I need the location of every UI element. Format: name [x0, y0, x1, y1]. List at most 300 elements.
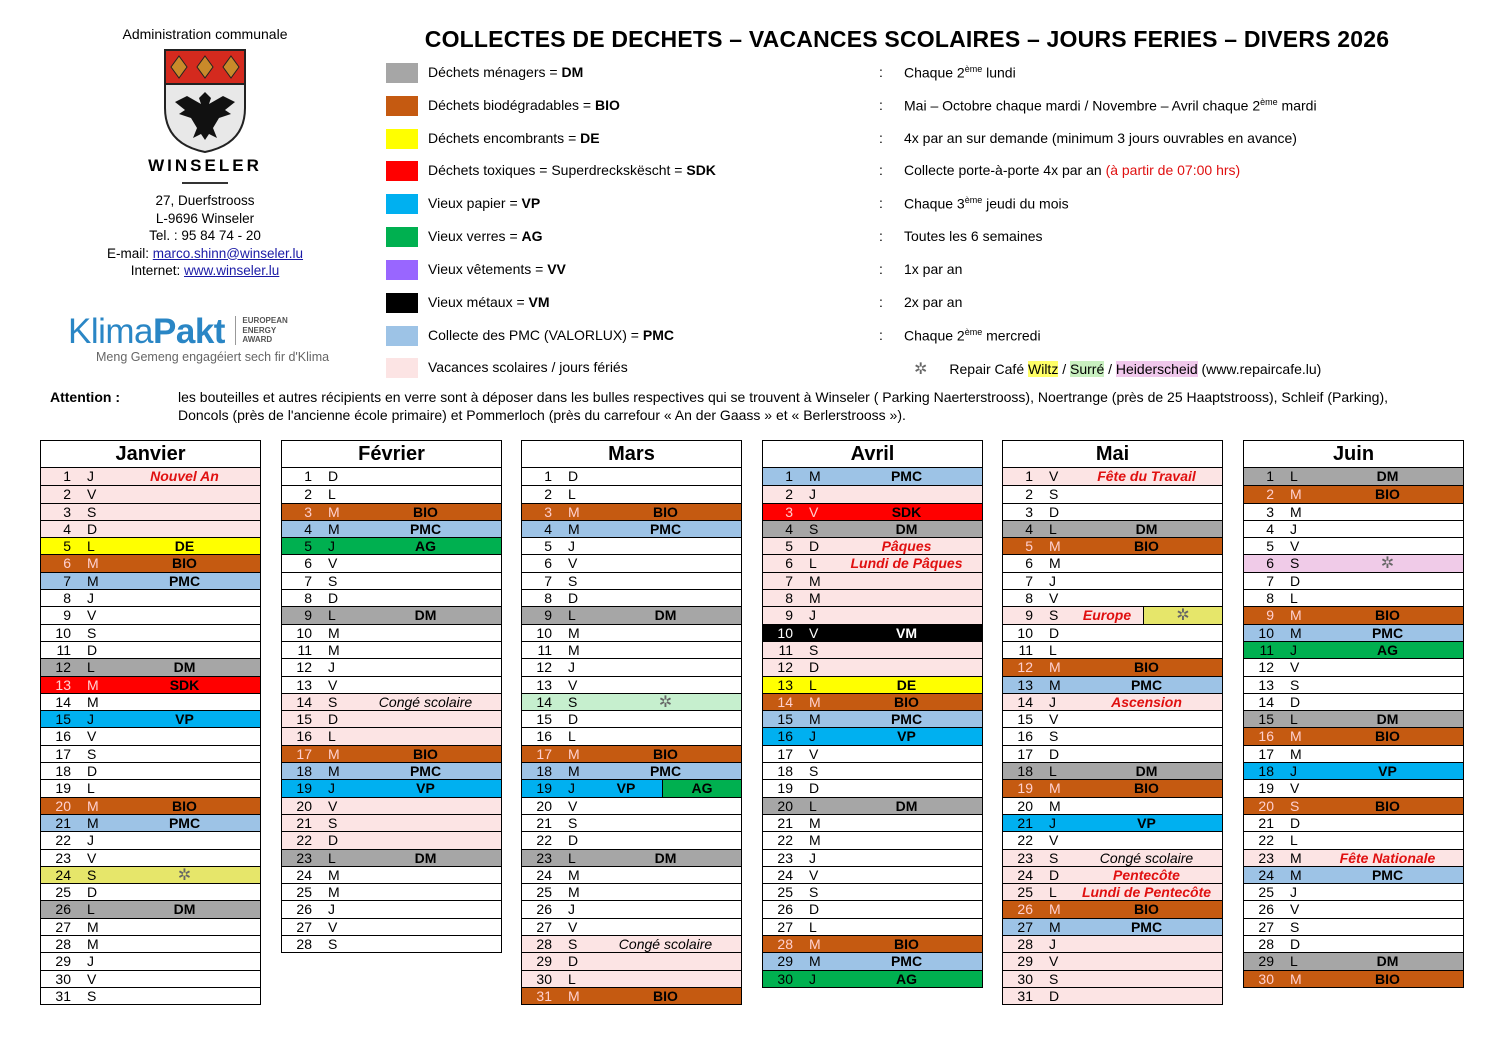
- day-number: 6: [304, 555, 312, 572]
- day-row: [522, 658, 741, 675]
- day-number: 29: [55, 953, 71, 970]
- day-number: 25: [55, 884, 71, 901]
- event-label: PMC: [1371, 624, 1404, 641]
- day-row: [282, 606, 501, 623]
- day-row: [282, 710, 501, 727]
- day-number: 12: [1258, 659, 1274, 676]
- day-row: [522, 797, 741, 814]
- weekday: V: [568, 676, 578, 693]
- weekday: J: [568, 659, 575, 676]
- day-number: 11: [537, 641, 552, 658]
- weekday: L: [809, 918, 817, 935]
- weekday: J: [809, 849, 816, 866]
- day-number: 27: [777, 918, 793, 935]
- weekday: L: [809, 797, 817, 814]
- day-row: [1003, 866, 1222, 883]
- day-row: [1244, 762, 1463, 779]
- weekday: M: [568, 884, 580, 901]
- day-row: [41, 520, 260, 537]
- day-row: [763, 520, 982, 537]
- event-label: BIO: [1375, 607, 1400, 624]
- day-row: [1244, 693, 1463, 710]
- day-number: 4: [785, 520, 793, 537]
- day-row: [1003, 589, 1222, 606]
- weekday: J: [87, 832, 94, 849]
- weekday: D: [1049, 624, 1060, 641]
- weekday: D: [1290, 814, 1301, 831]
- day-row: [1244, 935, 1463, 952]
- day-number: 18: [1258, 763, 1274, 780]
- weekday: L: [1290, 711, 1298, 728]
- weekday: M: [568, 763, 580, 780]
- legend-swatch: [386, 96, 418, 116]
- legend-label: [428, 327, 674, 343]
- day-row: [1003, 606, 1222, 623]
- event-label: DM: [1376, 953, 1399, 970]
- event-label: PMC: [1371, 866, 1404, 883]
- day-row: [1003, 883, 1222, 900]
- day-row: [1244, 745, 1463, 762]
- event-label: BIO: [653, 987, 678, 1004]
- weekday: M: [328, 884, 340, 901]
- event-label: BIO: [172, 555, 197, 572]
- day-row: [41, 883, 260, 900]
- day-number: 2: [63, 486, 71, 503]
- day-number: 22: [1258, 832, 1274, 849]
- day-number: 24: [296, 866, 312, 883]
- event-label: VP: [616, 780, 636, 797]
- day-number: 27: [536, 918, 552, 935]
- weekday: M: [1290, 486, 1302, 503]
- day-row: [1003, 831, 1222, 848]
- day-number: 2: [1025, 486, 1033, 503]
- day-number: 4: [1025, 520, 1033, 537]
- weekday: L: [1049, 520, 1057, 537]
- day-row: [1003, 676, 1222, 693]
- legend-label: [428, 130, 600, 146]
- weekday: L: [87, 538, 95, 555]
- award-line: AWARD: [242, 335, 273, 344]
- day-number: 23: [296, 849, 312, 866]
- weekday: M: [328, 763, 340, 780]
- weekday: M: [328, 624, 340, 641]
- day-number: 25: [536, 884, 552, 901]
- legend-row: [386, 357, 1466, 379]
- day-number: 11: [1259, 641, 1274, 658]
- weekday: L: [328, 486, 336, 503]
- day-row: [41, 762, 260, 779]
- day-number: 1: [304, 468, 312, 484]
- day-row: [522, 606, 741, 623]
- day-row: [522, 849, 741, 866]
- weekday: L: [328, 849, 336, 866]
- day-number: 25: [777, 884, 793, 901]
- day-row: [1244, 710, 1463, 727]
- day-row: [1244, 970, 1463, 987]
- day-number: 11: [1018, 641, 1033, 658]
- weekday: M: [1290, 866, 1302, 883]
- day-row: [41, 849, 260, 866]
- day-row: [1003, 918, 1222, 935]
- day-row: [41, 900, 260, 917]
- weekday: J: [809, 728, 816, 745]
- weekday: M: [809, 468, 821, 484]
- attention-label: Attention :: [50, 389, 120, 405]
- day-number: 24: [536, 866, 552, 883]
- day-number: 8: [544, 590, 552, 607]
- legend-desc: 4x par an sur demande (minimum 3 jours ouvrables en avance): [904, 130, 1297, 146]
- day-row: [282, 520, 501, 537]
- day-number: 16: [777, 728, 793, 745]
- day-row: [41, 918, 260, 935]
- day-number: 27: [1258, 918, 1274, 935]
- day-row: [1244, 537, 1463, 554]
- day-row: [41, 831, 260, 848]
- day-row: [522, 693, 741, 710]
- weekday: V: [1049, 832, 1059, 849]
- repair-cafe-icon: ✲: [658, 693, 673, 711]
- day-row: [522, 918, 741, 935]
- weekday: J: [87, 468, 94, 484]
- day-number: 10: [1017, 624, 1033, 641]
- address-line: L-9696 Winseler: [155, 210, 255, 226]
- day-row: [1003, 485, 1222, 502]
- school-holiday-label: Congé scolaire: [618, 936, 713, 953]
- event-label: BIO: [1375, 797, 1400, 814]
- day-number: 24: [55, 866, 71, 883]
- weekday: J: [328, 780, 335, 797]
- weekday: S: [328, 936, 338, 953]
- weekday: V: [809, 866, 819, 883]
- day-number: 26: [536, 901, 552, 918]
- event-label: DM: [654, 607, 677, 624]
- day-row: [41, 797, 260, 814]
- legend-code: PMC: [642, 327, 674, 343]
- day-row: [763, 589, 982, 606]
- legend-colon: :: [879, 195, 883, 211]
- day-row: [282, 866, 501, 883]
- weekday: L: [1290, 953, 1298, 970]
- event-label: DM: [414, 607, 437, 624]
- event-label: BIO: [1134, 659, 1159, 676]
- day-number: 10: [296, 624, 312, 641]
- day-row: [41, 468, 260, 485]
- weekday: L: [328, 728, 336, 745]
- day-number: 21: [296, 814, 312, 831]
- day-number: 26: [55, 901, 71, 918]
- weekday: S: [568, 572, 578, 589]
- event-label: PMC: [409, 520, 442, 537]
- weekday: J: [87, 953, 94, 970]
- weekday: J: [1049, 572, 1056, 589]
- event-label: SDK: [169, 676, 200, 693]
- repair-cafe-icon: ✲: [1143, 607, 1222, 623]
- award-line: ENERGY: [242, 325, 277, 335]
- day-number: 3: [1025, 503, 1033, 520]
- legend-desc: Chaque 3ème jeudi du mois: [904, 195, 1069, 212]
- day-number: 31: [1017, 987, 1033, 1004]
- day-number: 9: [544, 607, 552, 624]
- day-number: 16: [536, 728, 552, 745]
- day-number: 24: [1258, 866, 1274, 883]
- legend-colon: :: [879, 228, 883, 244]
- event-label: DE: [896, 676, 917, 693]
- day-number: 10: [1258, 624, 1274, 641]
- day-number: 17: [296, 745, 312, 762]
- day-number: 17: [1258, 745, 1274, 762]
- day-number: 18: [777, 763, 793, 780]
- event-label: VP: [1137, 814, 1156, 831]
- holiday-label: Fête Nationale: [1339, 849, 1436, 866]
- day-number: 14: [1017, 693, 1033, 710]
- day-number: 17: [1017, 745, 1033, 762]
- day-number: 4: [304, 520, 312, 537]
- day-row: [41, 676, 260, 693]
- day-number: 13: [536, 676, 552, 693]
- day-number: 15: [536, 711, 552, 728]
- phone-line: Tel. : 95 84 74 - 20: [149, 228, 261, 243]
- day-row: [282, 849, 501, 866]
- weekday: M: [568, 503, 580, 520]
- day-row: [522, 503, 741, 520]
- day-number: 13: [296, 676, 312, 693]
- weekday: V: [87, 728, 97, 745]
- day-number: 8: [304, 590, 312, 607]
- day-row: [282, 935, 501, 952]
- day-number: 26: [296, 901, 312, 918]
- weekday: S: [87, 866, 97, 883]
- weekday: M: [1290, 607, 1302, 624]
- event-label: DM: [1135, 763, 1158, 780]
- day-row: [522, 900, 741, 917]
- day-number: 24: [777, 866, 793, 883]
- weekday: V: [568, 555, 578, 572]
- event-label: PMC: [409, 763, 442, 780]
- weekday: M: [87, 918, 99, 935]
- internet-label: Internet:: [130, 263, 181, 278]
- weekday: M: [328, 520, 340, 537]
- day-row: [1244, 900, 1463, 917]
- day-number: 15: [1017, 711, 1033, 728]
- month-title: Juin: [1243, 440, 1464, 467]
- day-row: [522, 572, 741, 589]
- day-number: 19: [536, 780, 552, 797]
- day-number: 8: [1025, 590, 1033, 607]
- day-number: 23: [1258, 849, 1274, 866]
- day-number: 19: [55, 780, 71, 797]
- weekday: S: [809, 520, 819, 537]
- address-line: 27, Duerfstrooss: [155, 193, 255, 208]
- day-number: 6: [1266, 555, 1274, 572]
- day-number: 24: [1017, 866, 1033, 883]
- day-number: 30: [55, 970, 71, 987]
- weekday: D: [328, 711, 339, 728]
- email-label: E-mail:: [106, 245, 149, 261]
- month-title: Janvier: [40, 440, 261, 467]
- day-row: [522, 485, 741, 502]
- event-label: PMC: [168, 572, 201, 589]
- page-title: COLLECTES DE DECHETS – VACANCES SCOLAIRES – JOURS FERIES – DIVERS 2026: [424, 26, 1390, 52]
- day-number: 1: [544, 468, 552, 484]
- day-row: [282, 658, 501, 675]
- weekday: D: [809, 780, 820, 797]
- day-row: [41, 503, 260, 520]
- event-label: AG: [415, 538, 436, 555]
- day-number: 6: [63, 555, 71, 572]
- day-row: [522, 987, 741, 1004]
- day-number: 10: [536, 624, 552, 641]
- day-number: 18: [55, 763, 71, 780]
- award-line: EUROPEAN: [242, 316, 288, 325]
- day-row: [1003, 641, 1222, 658]
- day-row: [1244, 606, 1463, 623]
- day-row: [522, 641, 741, 658]
- day-row: [763, 745, 982, 762]
- legend-row: [386, 226, 1466, 248]
- day-row: [522, 745, 741, 762]
- day-number: 12: [296, 659, 312, 676]
- day-row: [1003, 624, 1222, 641]
- day-number: 23: [536, 849, 552, 866]
- legend-label-text: Déchets ménagers =: [428, 64, 562, 80]
- event-label: BIO: [413, 503, 438, 520]
- weekday: V: [568, 918, 578, 935]
- month-rows: [281, 467, 502, 953]
- event-label: AG: [896, 970, 917, 987]
- klima-tagline: Meng Gemeng engagéiert sech fir d'Klima: [96, 350, 330, 364]
- email-link[interactable]: marco.shinn@winseler.lu: [152, 245, 304, 261]
- day-number: 14: [777, 693, 793, 710]
- day-number: 30: [777, 970, 793, 987]
- day-number: 20: [1258, 797, 1274, 814]
- website-link[interactable]: www.winseler.lu: [184, 263, 280, 278]
- day-row: [1003, 900, 1222, 917]
- legend-code: VV: [547, 261, 566, 277]
- day-number: 21: [1017, 814, 1033, 831]
- day-number: 4: [63, 520, 71, 537]
- event-label: BIO: [1375, 486, 1400, 503]
- weekday: J: [328, 659, 335, 676]
- legend-colon: :: [879, 327, 883, 343]
- weekday: D: [1290, 936, 1301, 953]
- holiday-label: Ascension: [1111, 693, 1182, 710]
- school-holiday-label: Congé scolaire: [1099, 849, 1194, 866]
- school-holiday-label: Congé scolaire: [378, 693, 473, 710]
- day-row: [522, 589, 741, 606]
- day-row: [763, 814, 982, 831]
- weekday: S: [328, 814, 338, 831]
- day-number: 21: [1258, 814, 1274, 831]
- event-label: DM: [1376, 711, 1399, 728]
- weekday: S: [328, 572, 338, 589]
- day-number: 19: [1258, 780, 1274, 797]
- day-number: 6: [544, 555, 552, 572]
- day-row: [41, 537, 260, 554]
- day-number: 21: [55, 814, 71, 831]
- month-rows: [762, 467, 983, 988]
- month-0: [40, 440, 261, 1005]
- weekday: M: [809, 590, 821, 607]
- day-number: 22: [536, 832, 552, 849]
- weekday: M: [328, 866, 340, 883]
- day-row: [1003, 849, 1222, 866]
- legend-colon: :: [879, 162, 883, 178]
- day-row: [763, 485, 982, 502]
- day-number: 3: [63, 503, 71, 520]
- day-row: [763, 831, 982, 848]
- weekday: S: [1049, 486, 1059, 503]
- weekday: J: [328, 538, 335, 555]
- weekday: J: [87, 711, 94, 728]
- weekday: V: [1290, 780, 1300, 797]
- weekday: J: [1290, 763, 1297, 780]
- day-number: 18: [296, 763, 312, 780]
- day-row: [1244, 918, 1463, 935]
- day-number: 4: [544, 520, 552, 537]
- weekday: M: [1049, 918, 1061, 935]
- event-label: AG: [1377, 641, 1398, 658]
- weekday: V: [87, 486, 97, 503]
- legend-swatch: [386, 129, 418, 149]
- day-row: [41, 935, 260, 952]
- weekday: D: [1049, 745, 1060, 762]
- day-number: 9: [785, 607, 793, 624]
- weekday: V: [1049, 711, 1059, 728]
- weekday: D: [328, 468, 339, 484]
- weekday: M: [328, 641, 340, 658]
- holiday-label: Lundi de Pâques: [850, 555, 963, 572]
- legend-row: [386, 160, 1466, 182]
- weekday: V: [1049, 590, 1059, 607]
- day-row: [763, 676, 982, 693]
- day-number: 5: [1266, 538, 1274, 555]
- day-row: [1003, 935, 1222, 952]
- month-1: [281, 440, 502, 953]
- day-row: [522, 866, 741, 883]
- day-row: [41, 485, 260, 502]
- repair-cafe-note: ✲ Repair Café Wiltz / Surré / Heiderscheid (www.repaircafe.lu): [914, 361, 1322, 378]
- holiday-label: Pâques: [881, 538, 932, 555]
- divider: [182, 182, 228, 184]
- weekday: L: [1290, 832, 1298, 849]
- day-row: [1244, 797, 1463, 814]
- day-number: 8: [1266, 590, 1274, 607]
- event-label: DM: [173, 901, 196, 918]
- day-row: [1244, 866, 1463, 883]
- repair-cafe-icon: ✲: [914, 361, 928, 378]
- day-number: 31: [55, 987, 71, 1004]
- day-row: [41, 658, 260, 675]
- weekday: M: [87, 693, 99, 710]
- weekday: J: [1290, 641, 1297, 658]
- day-row: [763, 572, 982, 589]
- day-number: 6: [785, 555, 793, 572]
- day-row: [1244, 952, 1463, 969]
- legend-row: [386, 128, 1466, 150]
- legend-label-text: Vieux papier =: [428, 195, 522, 211]
- day-number: 23: [1017, 849, 1033, 866]
- repair-cafe-icon: ✲: [177, 866, 192, 884]
- weekday: S: [1290, 918, 1300, 935]
- day-number: 17: [55, 745, 71, 762]
- month-5: [1243, 440, 1464, 988]
- day-number: 13: [777, 676, 793, 693]
- legend-colon: :: [879, 261, 883, 277]
- day-number: 8: [63, 590, 71, 607]
- weekday: L: [1049, 884, 1057, 901]
- weekday: M: [328, 503, 340, 520]
- legend-row: [386, 193, 1466, 215]
